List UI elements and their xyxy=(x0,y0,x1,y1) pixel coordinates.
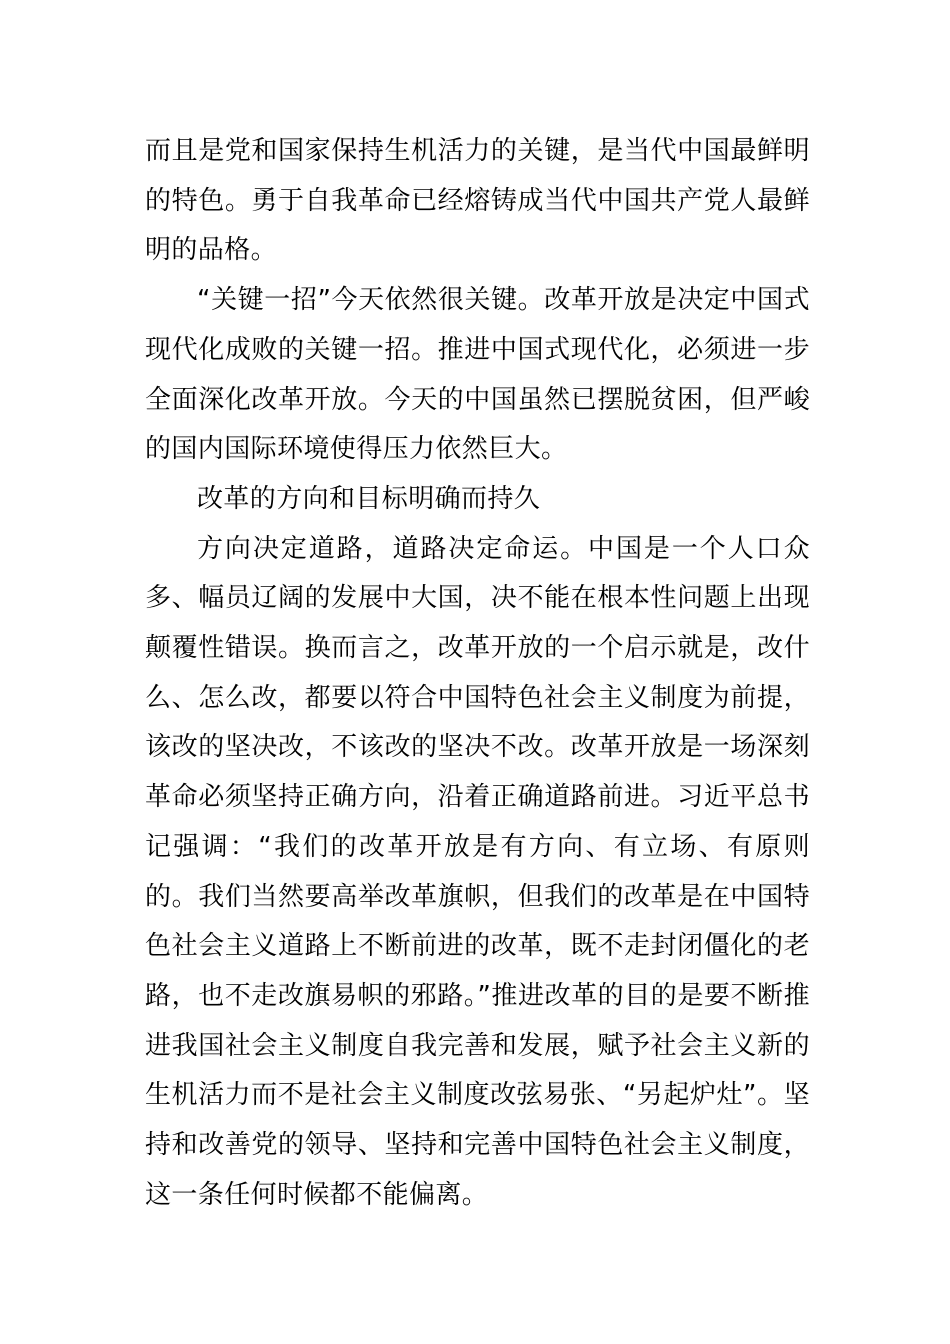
paragraph-1: 而且是党和国家保持生机活力的关键，是当代中国最鲜明的特色。勇于自我革命已经熔铸成当代中国共产党人最鲜明的品格。 xyxy=(145,136,810,266)
paragraph-2: “关键一招”今天依然很关键。改革开放是决定中国式现代化成败的关键一招。推进中国式现代化，必须进一步全面深化改革开放。今天的中国虽然已摆脱贫困，但严峻的国内国际环境使得压力依然巨大。 xyxy=(145,285,810,465)
section-heading: 改革的方向和目标明确而持久 xyxy=(197,483,541,514)
document-body xyxy=(145,127,810,1220)
paragraph-3: 方向决定道路，道路决定命运。中国是一个人口众多、幅员辽阔的发展中大国，决不能在根本性问题上出现颠覆性错误。换而言之，改革开放的一个启示就是，改什么、怎么改，都要以符合中国特色社会主义制度为前提，该改的坚决改，不该改的坚决不改。改革开放是一场深刻革命必须坚持正确方向，沿着正确道路前进。习近平总书记强调：“我们的改革开放是有方向、有立场、有原则的。我们当然要高举改革旗帜，但我们的改革是在中国特色社会主义道路上不断前进的改革，既不走封闭僵化的老路，也不走改旗易帜的邪路。”推进改革的目的是要不断推进我国社会主义制度自我完善和发展，赋予社会主义新的生机活力而不是社会主义制度改弦易张、“另起炉灶”。坚持和改善党的领导、坚持和完善中国特色社会主义制度，这一条任何时候都不能偏离。 xyxy=(145,533,810,1210)
